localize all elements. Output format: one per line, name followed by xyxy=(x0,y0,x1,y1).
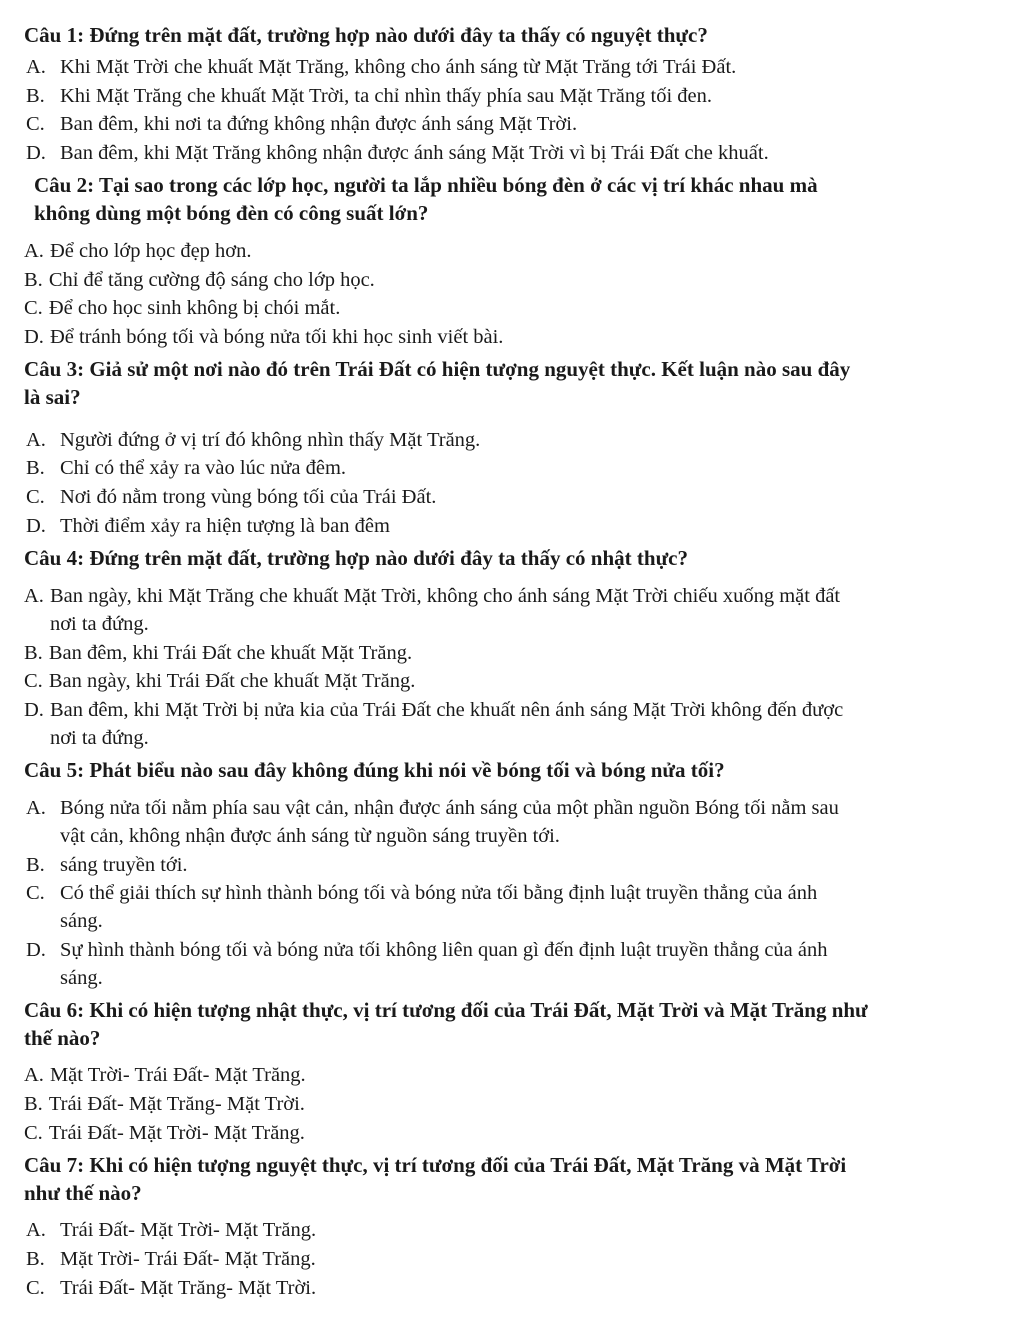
option-label: B. xyxy=(26,84,45,107)
question-options-5 xyxy=(24,795,996,993)
question-heading-5: Câu 5: Phát biểu nào sau đây không đúng khi nói về bóng tối và bóng nửa tối? xyxy=(24,758,725,783)
option-row xyxy=(24,513,996,541)
option-row xyxy=(24,484,996,512)
option-label: B. xyxy=(24,268,43,291)
option-text: Trái Đất- Mặt Trời- Mặt Trăng. xyxy=(60,1219,317,1242)
question-block-5 xyxy=(24,757,996,993)
option-label: D. xyxy=(24,326,44,349)
option-row xyxy=(24,111,996,139)
question-heading-line1: Câu 6: Khi có hiện tượng nhật thực, vị trí tương đối của Trái Đất, Mặt Trời và Mặt Trăng như xyxy=(24,997,868,1022)
option-row xyxy=(24,1217,996,1245)
question-options-6 xyxy=(24,1062,996,1148)
option-text: Trái Đất- Mặt Trăng- Mặt Trời. xyxy=(60,1277,317,1300)
option-text: Để tránh bóng tối và bóng nửa tối khi học sinh viết bài. xyxy=(49,326,504,349)
question-options-7 xyxy=(24,1217,996,1303)
option-row xyxy=(24,937,996,993)
option-label: C. xyxy=(26,113,45,136)
question-options-4 xyxy=(24,583,996,753)
question-heading-line1: Câu 3: Giả sử một nơi nào đó trên Trái Đất có hiện tượng nguyệt thực. Kết luận nào sau đây xyxy=(24,357,851,382)
option-row xyxy=(24,668,996,696)
option-text xyxy=(50,583,996,639)
option-label: B. xyxy=(24,641,43,664)
option-text: Khi Mặt Trời che khuất Mặt Trăng, không cho ánh sáng từ Mặt Trăng tới Trái Đất. xyxy=(60,55,737,78)
option-text: Ban ngày, khi Trái Đất che khuất Mặt Trăng. xyxy=(48,670,416,693)
option-text: Chỉ có thể xảy ra vào lúc nửa đêm. xyxy=(60,457,347,480)
question-heading-line2: là sai? xyxy=(24,384,81,409)
option-text-line2: vật cản, không nhận được ánh sáng từ nguồn sáng truyền tới. xyxy=(60,824,560,847)
option-label: C. xyxy=(26,882,45,905)
option-label: A. xyxy=(26,55,46,78)
option-text: Ban đêm, khi Mặt Trăng không nhận được ánh sáng Mặt Trời vì bị Trái Đất che khuất. xyxy=(60,142,769,165)
option-row xyxy=(24,238,996,266)
option-row xyxy=(24,267,996,295)
option-text: Người đứng ở vị trí đó không nhìn thấy Mặt Trăng. xyxy=(60,428,481,451)
option-label: A. xyxy=(26,428,46,451)
option-text: Khi Mặt Trăng che khuất Mặt Trời, ta chỉ nhìn thấy phía sau Mặt Trăng tối đen. xyxy=(60,84,713,107)
option-label: A. xyxy=(24,239,44,262)
option-row xyxy=(24,455,996,483)
question-options-1 xyxy=(24,54,996,169)
question-heading-line1: Câu 7: Khi có hiện tượng nguyệt thực, vị trí tương đối của Trái Đất, Mặt Trăng và Mặt Trời xyxy=(24,1152,847,1177)
question-options-3 xyxy=(24,427,996,542)
option-text: Mặt Trời- Trái Đất- Mặt Trăng. xyxy=(60,1248,316,1271)
question-block-3 xyxy=(24,356,996,541)
option-row xyxy=(24,140,996,168)
question-options-2 xyxy=(24,238,996,353)
option-text-line2: nơi ta đứng. xyxy=(49,727,149,750)
question-heading-3 xyxy=(24,356,996,411)
option-row xyxy=(24,1062,996,1090)
option-label: C. xyxy=(24,297,43,320)
option-label: C. xyxy=(24,1122,43,1145)
option-text-line2: sáng. xyxy=(60,967,103,990)
option-row xyxy=(24,880,996,936)
option-row xyxy=(24,795,996,851)
option-text xyxy=(60,795,996,851)
option-label: A. xyxy=(24,1064,44,1087)
option-label: B. xyxy=(26,457,45,480)
question-block-2 xyxy=(24,172,996,352)
option-text: Trái Đất- Mặt Trời- Mặt Trăng. xyxy=(48,1122,305,1145)
question-heading-line1: Câu 2: Tại sao trong các lớp học, người ta lắp nhiều bóng đèn ở các vị trí khác nhau mà xyxy=(34,173,818,198)
option-text-line1: Sự hình thành bóng tối và bóng nửa tối không liên quan gì đến định luật truyền thẳng của ánh xyxy=(60,939,828,962)
option-text: Thời điểm xảy ra hiện tượng là ban đêm xyxy=(60,515,390,538)
option-text: Ban đêm, khi Trái Đất che khuất Mặt Trăng. xyxy=(48,641,413,664)
question-heading-6 xyxy=(24,997,996,1052)
option-label: C. xyxy=(26,486,45,509)
option-text: Chỉ để tăng cường độ sáng cho lớp học. xyxy=(48,268,375,291)
option-label: D. xyxy=(26,142,46,165)
question-block-4 xyxy=(24,545,996,753)
option-text: Nơi đó nằm trong vùng bóng tối của Trái Đất. xyxy=(60,486,437,509)
option-text-line2: sáng. xyxy=(60,910,103,933)
option-row xyxy=(24,1275,996,1303)
option-text-line2: nơi ta đứng. xyxy=(49,612,149,635)
option-row xyxy=(24,852,996,880)
option-label: C. xyxy=(26,1277,45,1300)
question-heading-1: Câu 1: Đứng trên mặt đất, trường hợp nào dưới đây ta thấy có nguyệt thực? xyxy=(24,23,708,47)
option-row xyxy=(24,1091,996,1119)
option-label: D. xyxy=(26,515,46,538)
option-row xyxy=(24,640,996,668)
option-label: A. xyxy=(26,1219,46,1242)
option-label: B. xyxy=(26,1248,45,1271)
option-text: sáng truyền tới. xyxy=(60,853,188,876)
option-label: A. xyxy=(24,584,44,607)
option-row xyxy=(24,324,996,352)
question-heading-7 xyxy=(24,1152,996,1207)
option-text xyxy=(60,937,996,993)
question-heading-4: Câu 4: Đứng trên mặt đất, trường hợp nào dưới đây ta thấy có nhật thực? xyxy=(24,546,689,571)
option-row xyxy=(24,295,996,323)
option-row xyxy=(24,1120,996,1148)
question-block-7 xyxy=(24,1152,996,1303)
question-heading-line2: thế nào? xyxy=(24,1025,101,1050)
option-text xyxy=(60,880,996,936)
option-row xyxy=(24,83,996,111)
option-text: Trái Đất- Mặt Trăng- Mặt Trời. xyxy=(48,1093,305,1116)
question-heading-line2: như thế nào? xyxy=(24,1180,142,1205)
question-heading-2 xyxy=(24,172,996,227)
question-block-6 xyxy=(24,997,996,1148)
option-text-line1: Có thể giải thích sự hình thành bóng tối và bóng nửa tối bằng định luật truyền thẳng của ánh xyxy=(60,882,818,905)
option-text xyxy=(50,697,996,753)
option-label: D. xyxy=(26,939,46,962)
option-row xyxy=(24,427,996,455)
option-row xyxy=(24,1246,996,1274)
option-text-line1: Ban đêm, khi Mặt Trời bị nửa kia của Trái Đất che khuất nên ánh sáng Mặt Trời không đến được xyxy=(49,699,844,722)
option-label: B. xyxy=(24,1093,43,1116)
option-label: C. xyxy=(24,670,43,693)
option-text: Để cho học sinh không bị chói mắt. xyxy=(48,297,341,320)
option-row xyxy=(24,54,996,82)
option-text: Ban đêm, khi nơi ta đứng không nhận được ánh sáng Mặt Trời. xyxy=(60,113,578,136)
option-row xyxy=(24,697,996,753)
question-heading-line2: không dùng một bóng đèn có công suất lớn? xyxy=(34,200,429,225)
option-label: D. xyxy=(24,699,44,722)
option-label: B. xyxy=(26,853,45,876)
option-text-line1: Ban ngày, khi Mặt Trăng che khuất Mặt Trời, không cho ánh sáng Mặt Trời chiếu xuống mặt đất xyxy=(49,584,841,607)
option-text: Để cho lớp học đẹp hơn. xyxy=(49,239,252,262)
option-text: Mặt Trời- Trái Đất- Mặt Trăng. xyxy=(49,1064,306,1087)
option-row xyxy=(24,583,996,639)
question-block-1 xyxy=(24,22,996,168)
option-text-line1: Bóng nửa tối nằm phía sau vật cản, nhận được ánh sáng của một phần nguồn Bóng tối nằm sau xyxy=(60,796,839,819)
option-label: A. xyxy=(26,796,46,819)
